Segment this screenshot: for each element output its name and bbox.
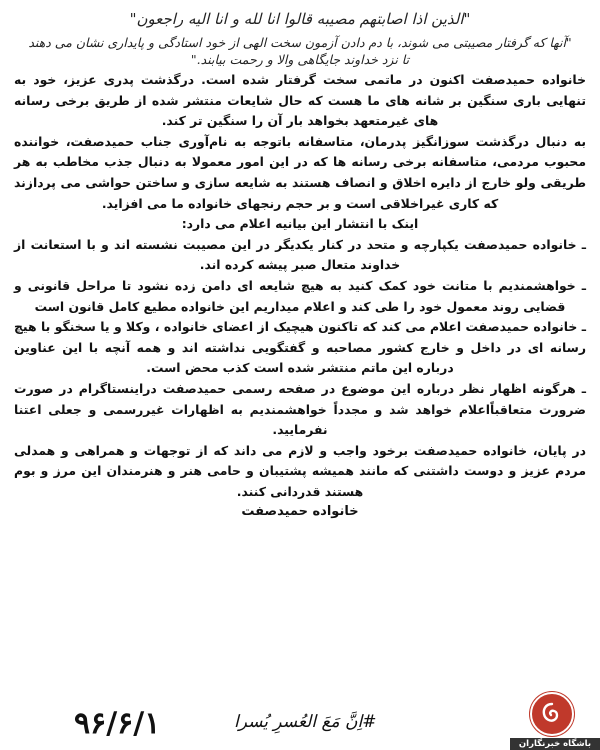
paragraph-announcement: اینک با انتشار این بیانیه اعلام می دارد: xyxy=(181,216,419,232)
quran-verse: "الذین اذا اصابتهم مصیبه قالوا انا لله و انا الیه راجعون" xyxy=(129,10,471,28)
statement-body xyxy=(14,70,586,502)
statement-page xyxy=(14,6,586,746)
news-agency-watermark xyxy=(510,692,600,750)
agency-logo-icon xyxy=(530,692,574,736)
verse-translation: "آنها که گرفتار مصیبتی می شوند، با دم دادن آزمون سخت الهی از خود استادگی و پایداری نشان می دهند تا نزد خداوند جایگاهی والا و رحمت بیابند." xyxy=(28,35,572,67)
date: ۹۶/۶/۱ xyxy=(74,706,161,741)
hashtag: #اِنَّ مَعَ العُسرِ یُسرا xyxy=(234,712,377,732)
paragraph-point-no-interviews: ـ خانواده حمیدصفت اعلام می کند که تاکنون هیچیک از اعضای خانواده ، وکلا و یا سخنگو با هیچ رسانه ای در داخل و خارج کشور مصاحبه و گفتگویی نداشته اند و همه آنچه با این عناوین درباره این ماتم منتشر شده است کذب محض است. xyxy=(14,319,586,376)
paragraph-point-legal: ـ خواهشمندیم با متانت خود کمک کنید به هیچ شایعه ای دامن زده نشود تا مراحل قانونی و قضایی روند معمول خود را طی کند و اعلام میداریم این خانواده مطیع کامل قانون است xyxy=(14,277,586,314)
paragraph-point-unity: ـ خانواده حمیدصفت یکپارچه و متحد در کنار یکدیگر در این مصیبت نشسته اند و با استعانت از خداوند متعال صبر پیشه کرده اند. xyxy=(14,236,586,273)
paragraph-intro: خانواده حمیدصفت اکنون در ماتمی سخت گرفتار شده است. درگذشت پدری عزیز، خود به تنهایی باری سنگین بر شانه های ما هست که حال شایعات منتشر شده از طریق برخی رسانه های غیرمتعهد بخواهد بار آن را سنگین تر کند. xyxy=(14,72,586,129)
footer-row xyxy=(14,706,586,746)
paragraph-point-instagram: ـ هرگونه اظهار نظر درباره این موضوع در صفحه رسمی حمیدصفت دراینستاگرام در صورت ضرورت متعاقباًاعلام خواهد شد و مجدداً خواهشمندیم به اظهارات غیررسمی و جعلی اعتنا نفرمایید. xyxy=(14,380,586,438)
paragraph-closing: در پایان، خانواده حمیدصفت برخود واجب و لازم می داند که از توجهات و همراهی و همدلی مردم عزیز و دوست داشتنی که مانند همیشه پشتیبان و حامی هنر و هنرمندان این مرز و بوم هستند قدردانی کنند. xyxy=(14,442,586,499)
paragraph-rumors: به دنبال درگذشت سوزانگیز پدرمان، متاسفانه باتوجه به نام‌آوری جناب حمیدصفت، خواننده محبوب مردمی، متاسفانه برخی رسانه ها که در این امور معمولا به دنبال جذب مخاطب به هر طریقی ولو خارج از دایره اخلاق و انصاف هستند به شایعه سازی و ساختن حواشی می پردازند که کاری غیراخلاقی است و بر حجم رنجهای خانواده ما می افزاید. xyxy=(14,133,586,211)
agency-name: باشگاه خبرنگاران xyxy=(510,738,600,750)
signature: خانواده حمیدصفت xyxy=(241,504,359,520)
logo-swirl-icon xyxy=(539,701,565,727)
